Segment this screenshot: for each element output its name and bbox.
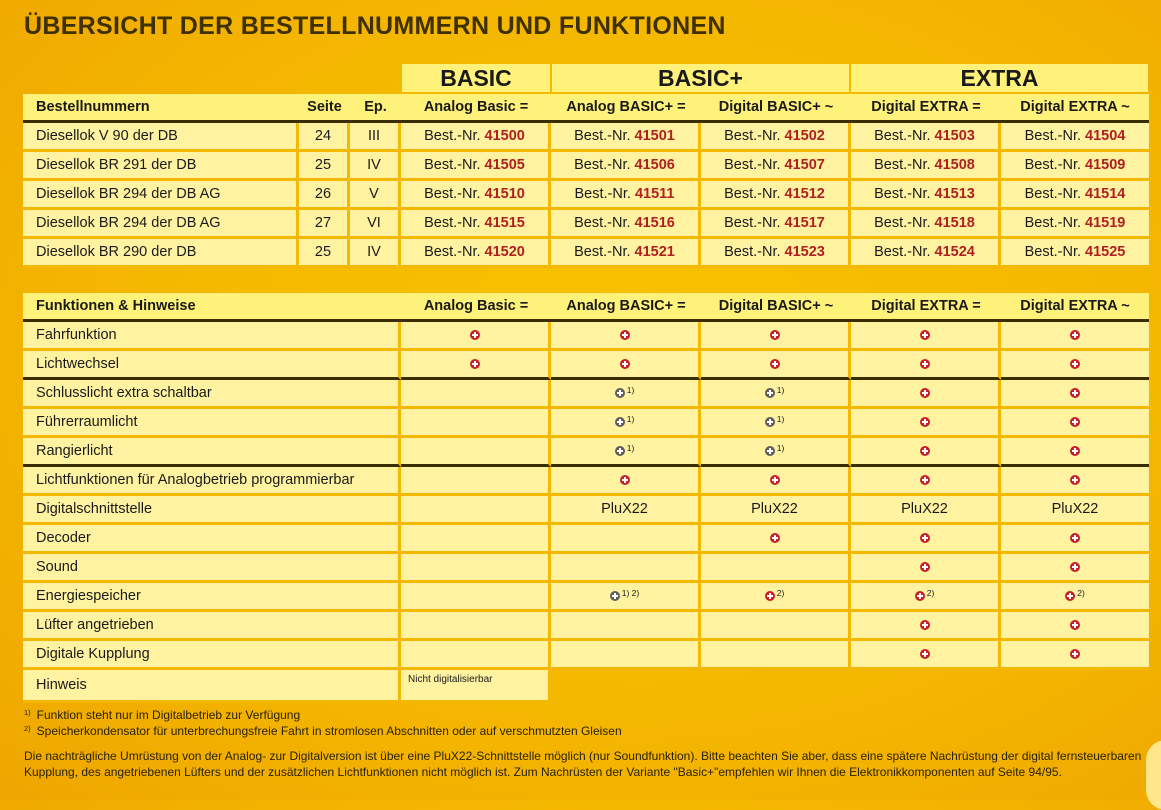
order-number-digital-extra-dc	[851, 152, 1001, 181]
plus-icon	[615, 446, 625, 456]
order-number-digital-extra-ac	[1001, 123, 1149, 152]
footnote-reference: 1) 2)	[621, 588, 640, 598]
function-cell-digital-extra-ac	[1001, 380, 1149, 409]
hint-row	[23, 670, 1149, 703]
header-digital-basic-plus: Digital BASIC+ ~	[701, 94, 851, 123]
plus-icon	[615, 388, 625, 398]
plus-icon	[470, 359, 480, 369]
order-number-prefix: Best.-Nr.	[724, 186, 781, 202]
function-cell-analog-basic-plus	[551, 467, 701, 496]
footnote-1-text: Funktion steht nur im Digitalbetrieb zur Verfügung	[36, 708, 301, 722]
order-number-value: 41521	[634, 244, 675, 260]
plus-icon	[765, 417, 775, 427]
function-row	[23, 351, 1149, 380]
locomotive-name: Diesellok BR 290 der DB	[23, 239, 299, 268]
order-number-analog-basic	[401, 152, 551, 181]
order-number-prefix: Best.-Nr.	[574, 128, 631, 144]
header-analog-basic-plus: Analog BASIC+ =	[551, 94, 701, 123]
order-number-prefix: Best.-Nr.	[1024, 128, 1082, 144]
function-name: Lichtwechsel	[23, 351, 401, 380]
plus-icon	[1070, 417, 1080, 427]
locomotive-name: Diesellok BR 294 der DB AG	[23, 181, 299, 210]
order-number-prefix: Best.-Nr.	[574, 186, 631, 202]
function-table-header	[23, 293, 1149, 322]
order-number-table	[23, 94, 1149, 268]
function-cell-digital-basic-plus	[701, 496, 851, 525]
function-name: Energiespeicher	[23, 583, 401, 612]
function-cell-digital-basic-plus	[701, 612, 851, 641]
function-cell-analog-basic	[401, 351, 551, 380]
order-row	[23, 181, 1149, 210]
plus-icon	[1070, 446, 1080, 456]
retrofit-note: Die nachträgliche Umrüstung von der Analog- zur Digitalversion ist über eine PluX22-Schnittstelle möglich (nur Soundfunktion). Bitte beachten Sie aber, dass eine spätere Nachrüstung der digital fernsteuerbaren Kupplung, des angetriebenen Lüfters und der zusätzlichen Lichtfunktionen nicht möglich ist. Zum Nachrüsten der Variante "Basic+"empfehlen wir Ihnen die Elektronikkomponenten auf Seite 94/95.	[24, 749, 1142, 779]
hint-empty-cell	[1001, 670, 1149, 703]
order-number-prefix: Best.-Nr.	[424, 128, 481, 144]
function-cell-analog-basic	[401, 496, 551, 525]
function-cell-analog-basic	[401, 525, 551, 554]
function-cell-digital-extra-ac	[1001, 641, 1149, 670]
order-table-header	[23, 94, 1149, 123]
footnote-2-text: Speicherkondensator für unterbrechungsfreie Fahrt in stromlosen Abschnitten oder auf verschmutzten Gleisen	[36, 724, 622, 738]
catalog-page: 25	[299, 239, 350, 268]
locomotive-name: Diesellok BR 294 der DB AG	[23, 210, 299, 239]
function-cell-analog-basic	[401, 322, 551, 351]
hint-empty-cell	[851, 670, 1001, 703]
function-cell-analog-basic	[401, 467, 551, 496]
plus-icon	[1070, 359, 1080, 369]
function-cell-digital-extra-ac	[1001, 612, 1149, 641]
function-cell-analog-basic	[401, 554, 551, 583]
order-number-value: 41501	[634, 128, 675, 144]
plus-icon	[1070, 649, 1080, 659]
order-number-analog-basic-plus	[551, 123, 701, 152]
function-row	[23, 583, 1149, 612]
catalog-page: 27	[299, 210, 350, 239]
plus-icon	[1070, 562, 1080, 572]
order-number-prefix: Best.-Nr.	[874, 186, 931, 202]
order-row	[23, 239, 1149, 268]
footnote-reference: 2)	[926, 588, 935, 598]
plus-icon	[1070, 620, 1080, 630]
order-number-value: 41519	[1085, 215, 1126, 231]
order-number-value: 41511	[634, 186, 675, 202]
function-row	[23, 380, 1149, 409]
function-row	[23, 409, 1149, 438]
plus-icon	[620, 475, 630, 485]
order-row	[23, 210, 1149, 239]
function-cell-digital-extra-dc	[851, 380, 1001, 409]
function-cell-digital-extra-ac	[1001, 409, 1149, 438]
plus-icon	[770, 359, 780, 369]
order-number-analog-basic-plus	[551, 181, 701, 210]
function-cell-digital-extra-dc	[851, 496, 1001, 525]
function-cell-digital-extra-dc	[851, 525, 1001, 554]
function-name: Decoder	[23, 525, 401, 554]
order-number-digital-basic-plus	[701, 239, 851, 268]
header-analog-basic: Analog Basic =	[401, 293, 551, 322]
plus-icon	[920, 620, 930, 630]
order-number-prefix: Best.-Nr.	[424, 215, 481, 231]
header-digital-extra-dc: Digital EXTRA =	[851, 94, 1001, 123]
function-row	[23, 496, 1149, 525]
order-number-analog-basic-plus	[551, 152, 701, 181]
order-number-value: 41520	[484, 244, 525, 260]
epoch: IV	[350, 152, 401, 181]
function-cell-digital-extra-dc	[851, 554, 1001, 583]
footnote-reference: 1)	[776, 385, 785, 395]
function-cell-digital-basic-plus	[701, 409, 851, 438]
order-row	[23, 152, 1149, 181]
function-cell-digital-extra-ac	[1001, 351, 1149, 380]
order-row	[23, 123, 1149, 152]
catalog-page: 24	[299, 123, 350, 152]
order-number-value: 41510	[484, 186, 525, 202]
hint-empty-cell	[551, 670, 701, 703]
function-cell-analog-basic-plus	[551, 496, 701, 525]
function-name: Schlusslicht extra schaltbar	[23, 380, 401, 409]
plus-icon	[1070, 388, 1080, 398]
hint-empty-cell	[701, 670, 851, 703]
order-number-value: 41518	[934, 215, 975, 231]
plus-icon	[920, 533, 930, 543]
function-name: Führerraumlicht	[23, 409, 401, 438]
header-functions: Funktionen & Hinweise	[23, 293, 401, 322]
order-number-value: 41512	[784, 186, 825, 202]
plus-icon	[765, 591, 775, 601]
function-cell-digital-extra-ac	[1001, 554, 1149, 583]
order-number-prefix: Best.-Nr.	[874, 157, 931, 173]
plus-icon	[765, 446, 775, 456]
epoch: VI	[350, 210, 401, 239]
order-number-prefix: Best.-Nr.	[574, 244, 631, 260]
plus-icon	[920, 417, 930, 427]
hint-label: Hinweis	[23, 670, 401, 703]
order-number-value: 41523	[784, 244, 825, 260]
interface-label: PluX22	[601, 501, 648, 517]
footnote-2	[24, 724, 622, 738]
order-number-digital-extra-ac	[1001, 181, 1149, 210]
function-cell-analog-basic	[401, 380, 551, 409]
interface-label: PluX22	[901, 501, 948, 517]
interface-label: PluX22	[1051, 501, 1099, 517]
locomotive-name: Diesellok BR 291 der DB	[23, 152, 299, 181]
order-number-value: 41500	[484, 128, 525, 144]
plus-icon	[610, 591, 620, 601]
function-cell-digital-extra-dc	[851, 583, 1001, 612]
function-cell-digital-extra-ac	[1001, 322, 1149, 351]
footnote-reference: 2)	[1077, 588, 1085, 598]
function-name: Fahrfunktion	[23, 322, 401, 351]
order-number-value: 41506	[634, 157, 675, 173]
plus-icon	[920, 562, 930, 572]
plus-icon	[770, 533, 780, 543]
plus-icon	[920, 649, 930, 659]
function-cell-analog-basic	[401, 612, 551, 641]
function-name: Sound	[23, 554, 401, 583]
order-number-digital-extra-ac	[1001, 210, 1149, 239]
function-cell-analog-basic-plus	[551, 525, 701, 554]
order-number-analog-basic	[401, 181, 551, 210]
order-number-value: 41502	[784, 128, 825, 144]
function-cell-digital-extra-dc	[851, 467, 1001, 496]
function-name: Lüfter angetrieben	[23, 612, 401, 641]
header-digital-basic-plus: Digital BASIC+ ~	[701, 293, 851, 322]
plus-icon	[915, 591, 925, 601]
function-row	[23, 612, 1149, 641]
function-cell-digital-extra-dc	[851, 322, 1001, 351]
function-cell-analog-basic-plus	[551, 351, 701, 380]
footnote-1-mark: 1)	[24, 708, 31, 717]
function-cell-digital-extra-ac	[1001, 438, 1149, 467]
plus-icon	[770, 475, 780, 485]
order-number-value: 41524	[934, 244, 975, 260]
order-number-prefix: Best.-Nr.	[574, 157, 631, 173]
plus-icon	[770, 330, 780, 340]
function-cell-analog-basic-plus	[551, 583, 701, 612]
order-number-prefix: Best.-Nr.	[1024, 244, 1082, 260]
order-number-digital-extra-ac	[1001, 152, 1149, 181]
epoch: IV	[350, 239, 401, 268]
function-cell-analog-basic-plus	[551, 554, 701, 583]
order-number-digital-extra-dc	[851, 123, 1001, 152]
header-epoch: Ep.	[350, 94, 401, 123]
function-cell-analog-basic-plus	[551, 409, 701, 438]
order-number-value: 41507	[784, 157, 825, 173]
order-number-digital-extra-ac	[1001, 239, 1149, 268]
order-number-digital-basic-plus	[701, 152, 851, 181]
header-digital-extra-dc: Digital EXTRA =	[851, 293, 1001, 322]
order-number-prefix: Best.-Nr.	[874, 128, 931, 144]
function-cell-analog-basic-plus	[551, 612, 701, 641]
function-cell-digital-extra-ac	[1001, 525, 1149, 554]
plus-icon	[765, 388, 775, 398]
function-name: Digitale Kupplung	[23, 641, 401, 670]
function-row	[23, 438, 1149, 467]
plus-icon	[1070, 475, 1080, 485]
order-number-value: 41503	[934, 128, 975, 144]
plus-icon	[920, 330, 930, 340]
plus-icon	[920, 359, 930, 369]
order-number-analog-basic-plus	[551, 239, 701, 268]
function-cell-analog-basic	[401, 438, 551, 467]
order-number-value: 41517	[784, 215, 825, 231]
plus-icon	[1065, 591, 1075, 601]
function-name: Digitalschnittstelle	[23, 496, 401, 525]
footnote-reference: 1)	[626, 443, 635, 453]
function-name: Rangierlicht	[23, 438, 401, 467]
group-basic-plus-heading: BASIC+	[552, 64, 849, 92]
function-cell-digital-extra-ac	[1001, 467, 1149, 496]
order-number-prefix: Best.-Nr.	[1024, 215, 1082, 231]
function-cell-digital-basic-plus	[701, 351, 851, 380]
order-number-value: 41513	[934, 186, 975, 202]
footnote-reference: 1)	[776, 443, 785, 453]
function-cell-digital-basic-plus	[701, 583, 851, 612]
function-cell-analog-basic-plus	[551, 641, 701, 670]
order-number-prefix: Best.-Nr.	[424, 157, 481, 173]
order-number-prefix: Best.-Nr.	[424, 186, 481, 202]
function-cell-analog-basic	[401, 641, 551, 670]
order-number-prefix: Best.-Nr.	[724, 244, 781, 260]
order-number-value: 41525	[1085, 244, 1126, 260]
function-cell-digital-extra-dc	[851, 612, 1001, 641]
header-analog-basic: Analog Basic =	[401, 94, 551, 123]
footnote-reference: 2)	[776, 588, 785, 598]
order-number-prefix: Best.-Nr.	[574, 215, 631, 231]
function-row	[23, 554, 1149, 583]
plus-icon	[920, 475, 930, 485]
footnote-reference: 1)	[776, 414, 785, 424]
order-number-analog-basic	[401, 123, 551, 152]
catalog-page: 25	[299, 152, 350, 181]
plus-icon	[1070, 533, 1080, 543]
plus-icon	[470, 330, 480, 340]
function-cell-analog-basic-plus	[551, 322, 701, 351]
function-cell-digital-basic-plus	[701, 525, 851, 554]
function-row	[23, 525, 1149, 554]
plus-icon	[620, 330, 630, 340]
order-number-prefix: Best.-Nr.	[724, 157, 781, 173]
function-cell-digital-extra-dc	[851, 409, 1001, 438]
function-cell-digital-basic-plus	[701, 380, 851, 409]
order-number-digital-basic-plus	[701, 123, 851, 152]
plus-icon	[620, 359, 630, 369]
header-page: Seite	[299, 94, 350, 123]
order-number-value: 41515	[484, 215, 525, 231]
header-order-numbers: Bestellnummern	[23, 94, 299, 123]
header-digital-extra-ac: Digital EXTRA ~	[1001, 94, 1149, 123]
function-cell-analog-basic	[401, 409, 551, 438]
function-row	[23, 467, 1149, 496]
order-number-digital-extra-dc	[851, 210, 1001, 239]
function-cell-digital-basic-plus	[701, 641, 851, 670]
order-number-prefix: Best.-Nr.	[724, 128, 781, 144]
order-number-value: 41508	[934, 157, 975, 173]
plus-icon	[1070, 330, 1080, 340]
order-number-prefix: Best.-Nr.	[724, 215, 781, 231]
header-digital-extra-ac: Digital EXTRA ~	[1001, 293, 1149, 322]
footnote-1	[24, 708, 300, 722]
function-cell-digital-basic-plus	[701, 554, 851, 583]
footnote-2-mark: 2)	[24, 724, 31, 733]
function-cell-digital-extra-dc	[851, 641, 1001, 670]
order-number-value: 41505	[484, 157, 525, 173]
function-cell-digital-basic-plus	[701, 467, 851, 496]
function-cell-analog-basic-plus	[551, 438, 701, 467]
function-cell-analog-basic	[401, 583, 551, 612]
page-title: ÜBERSICHT DER BESTELLNUMMERN UND FUNKTIONEN	[24, 12, 726, 40]
group-basic-heading: BASIC	[402, 64, 550, 92]
order-number-digital-basic-plus	[701, 181, 851, 210]
order-number-digital-extra-dc	[851, 239, 1001, 268]
function-cell-digital-extra-ac	[1001, 583, 1149, 612]
function-cell-digital-extra-dc	[851, 351, 1001, 380]
order-number-value: 41509	[1085, 157, 1126, 173]
function-cell-digital-extra-dc	[851, 438, 1001, 467]
order-number-digital-basic-plus	[701, 210, 851, 239]
epoch: III	[350, 123, 401, 152]
function-cell-digital-basic-plus	[701, 322, 851, 351]
order-number-value: 41504	[1085, 128, 1126, 144]
order-number-prefix: Best.-Nr.	[1024, 157, 1082, 173]
function-name: Lichtfunktionen für Analogbetrieb programmierbar	[23, 467, 401, 496]
footnote-reference: 1)	[626, 385, 635, 395]
function-table	[23, 293, 1149, 703]
order-number-prefix: Best.-Nr.	[874, 244, 931, 260]
plus-icon	[920, 446, 930, 456]
catalog-page: 26	[299, 181, 350, 210]
order-number-value: 41514	[1085, 186, 1126, 202]
order-number-analog-basic	[401, 210, 551, 239]
plus-icon	[615, 417, 625, 427]
header-analog-basic-plus: Analog BASIC+ =	[551, 293, 701, 322]
function-cell-digital-basic-plus	[701, 438, 851, 467]
order-number-prefix: Best.-Nr.	[424, 244, 481, 260]
plus-icon	[920, 388, 930, 398]
locomotive-name: Diesellok V 90 der DB	[23, 123, 299, 152]
hint-text: Nicht digitalisierbar	[401, 670, 551, 703]
epoch: V	[350, 181, 401, 210]
group-extra-heading: EXTRA	[851, 64, 1148, 92]
order-number-prefix: Best.-Nr.	[1024, 186, 1082, 202]
function-cell-analog-basic-plus	[551, 380, 701, 409]
order-number-analog-basic	[401, 239, 551, 268]
order-number-analog-basic-plus	[551, 210, 701, 239]
function-cell-digital-extra-ac	[1001, 496, 1149, 525]
order-number-prefix: Best.-Nr.	[874, 215, 931, 231]
interface-label: PluX22	[751, 501, 798, 517]
function-row	[23, 641, 1149, 670]
order-number-value: 41516	[634, 215, 675, 231]
order-number-digital-extra-dc	[851, 181, 1001, 210]
function-row	[23, 322, 1149, 351]
footnote-reference: 1)	[626, 414, 635, 424]
